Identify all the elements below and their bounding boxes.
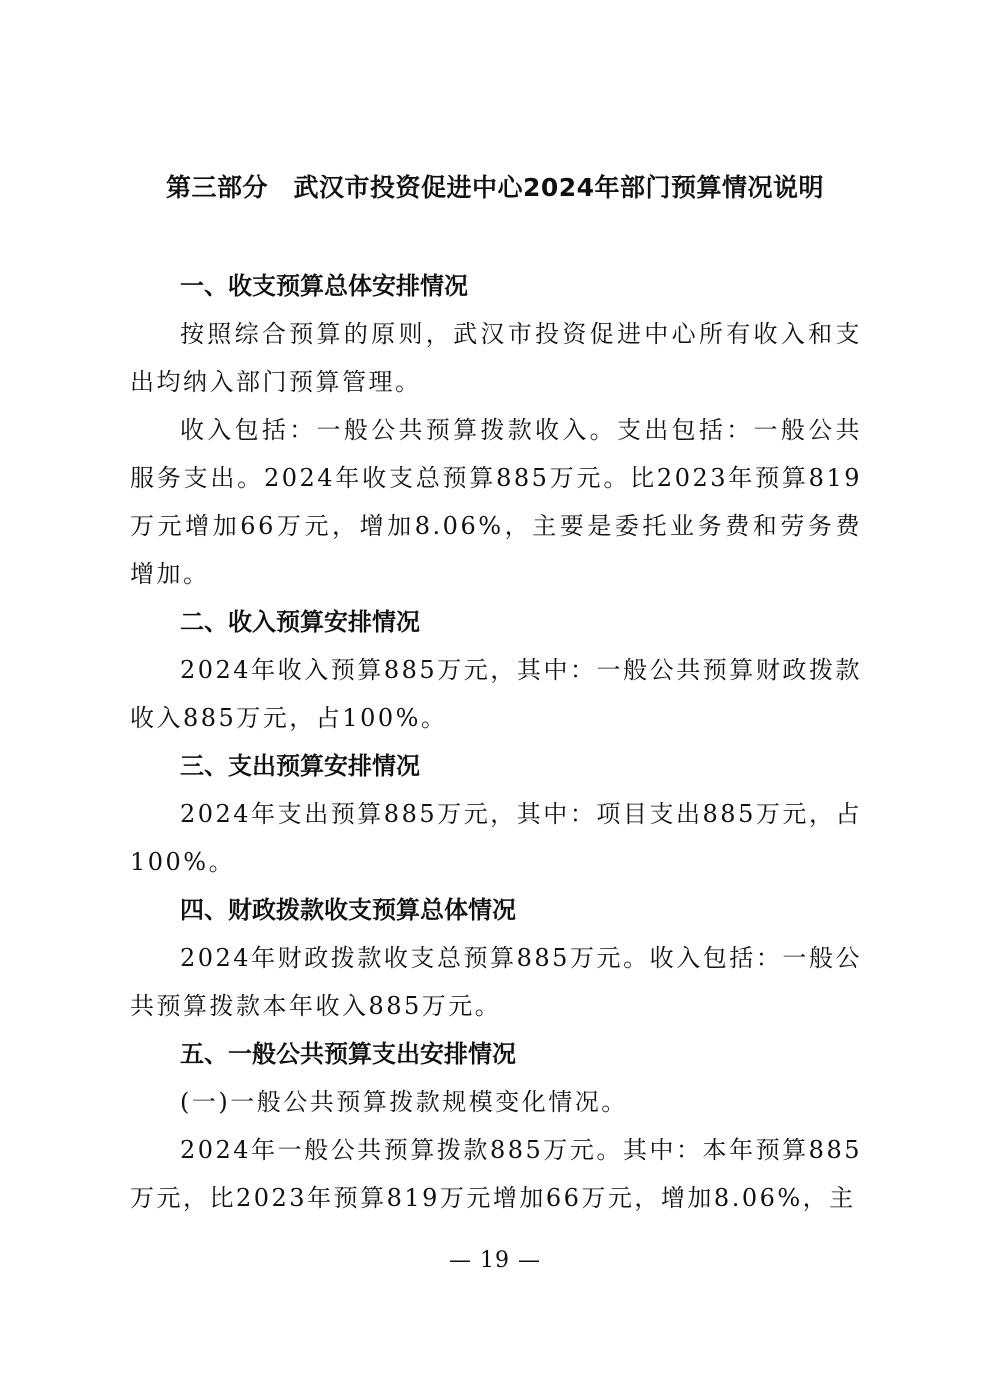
paragraph: 按照综合预算的原则，武汉市投资促进中心所有收入和支出均纳入部门预算管理。 xyxy=(130,320,862,396)
section-heading: 三、支出预算安排情况 xyxy=(180,752,420,780)
section-heading: 五、一般公共预算支出安排情况 xyxy=(180,1040,516,1068)
paragraph: 2024年一般公共预算拨款885万元。其中：本年预算885万元，比2023年预算819万元增加66万元，增加8.06%，主 xyxy=(130,1136,862,1212)
page-number: — 19 — xyxy=(449,1248,541,1273)
paragraph: (一)一般公共预算拨款规模变化情况。 xyxy=(180,1088,628,1116)
paragraph: 2024年财政拨款收支总预算885万元。收入包括：一般公共预算拨款本年收入885万元。 xyxy=(130,944,862,1020)
section-heading: 一、收支预算总体安排情况 xyxy=(180,272,468,300)
section-heading: 四、财政拨款收支预算总体情况 xyxy=(180,896,516,924)
document-body xyxy=(130,262,862,1222)
section-heading: 二、收入预算安排情况 xyxy=(180,608,420,636)
document-title: 第三部分 武汉市投资促进中心2024年部门预算情况说明 xyxy=(165,173,825,202)
paragraph: 2024年支出预算885万元，其中：项目支出885万元，占100%。 xyxy=(130,800,862,876)
paragraph: 2024年收入预算885万元，其中：一般公共预算财政拨款收入885万元，占100%。 xyxy=(130,656,862,732)
paragraph: 收入包括：一般公共预算拨款收入。支出包括：一般公共服务支出。2024年收支总预算885万元。比2023年预算819万元增加66万元，增加8.06%，主要是委托业务费和劳务费增加。 xyxy=(130,416,862,588)
